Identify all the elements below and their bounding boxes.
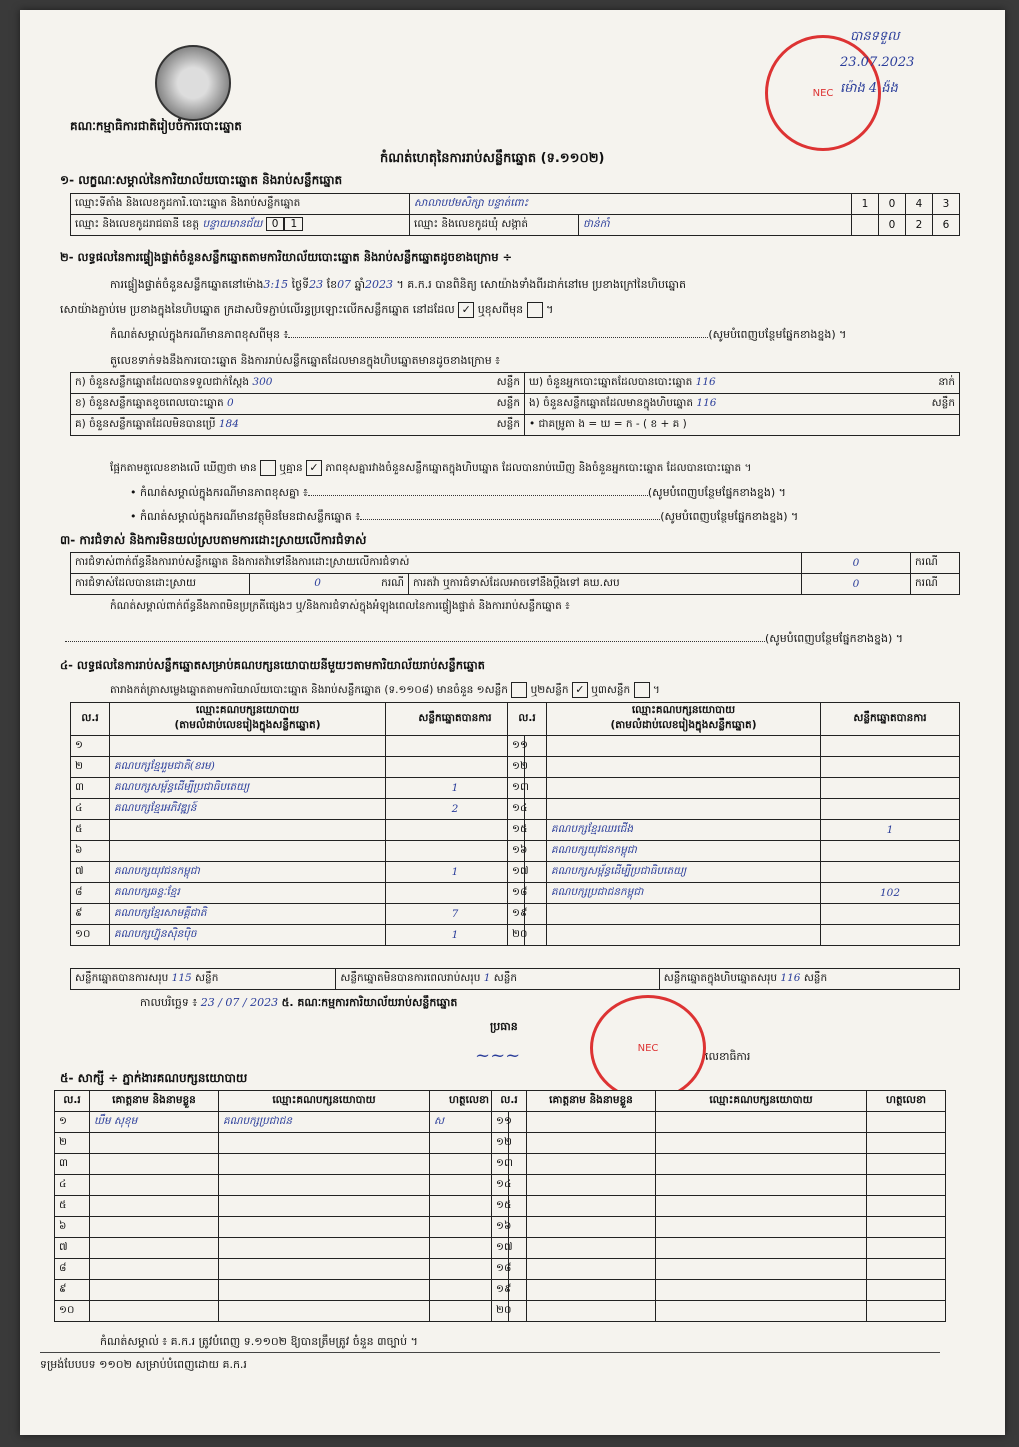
cell-no: ២ [71, 757, 110, 778]
total-valid: សន្លឹកឆ្នោតបានការសរុប 115 សន្លឹក [71, 969, 336, 990]
cell-no: ១៩ [492, 1280, 527, 1301]
section4-title: ៤- លទ្ធផលនៃការរាប់សន្លឹកឆ្នោតសម្រាប់គណបក្សនយោបាយនីមួយៗតាមការិយាល័យរាប់សន្លឹកឆ្នោត [60, 658, 485, 672]
table-row [55, 1217, 509, 1238]
table-row [508, 862, 960, 883]
cell-votes [821, 778, 960, 799]
has-difference-checkbox[interactable] [260, 460, 276, 476]
one-sheet-checkbox[interactable] [511, 682, 527, 698]
party-results-left-table [70, 702, 525, 946]
appeal-value: 0 [802, 574, 911, 595]
col-sign: ហត្ថលេខា [867, 1091, 946, 1112]
section2-bullet1: • កំណត់សម្គាល់ក្នុងករណីមានភាពខុសគ្នា ៖ (សូមបំពេញបន្ថែមផ្នែកខាងខ្នង) ។ [130, 486, 786, 499]
cell-no: ១៨ [492, 1259, 527, 1280]
cell-no: ៨ [55, 1259, 90, 1280]
cell-party [219, 1238, 430, 1259]
cell-party [547, 925, 821, 946]
place-value: សាលាបឋមសិក្សា បន្ទាត់ពោះ [410, 194, 852, 215]
section2-title: ២- លទ្ធផលនៃការផ្ទៀងផ្ទាត់ចំនួនសន្លឹកឆ្នោតតាមការិយាល័យបោះឆ្នោត និងរាប់សន្លឹកឆ្នោតដូចខាងក្រោម ÷ [60, 250, 513, 264]
cell-votes [386, 757, 525, 778]
table-row [71, 736, 525, 757]
col-no: ល.រ [508, 703, 547, 736]
table-row [71, 778, 525, 799]
col-votes: សន្លឹកឆ្នោតបានការ [386, 703, 525, 736]
cell-no: ២០ [508, 925, 547, 946]
cell-name [527, 1133, 656, 1154]
cell-party [110, 736, 386, 757]
received-note: បានទទួល [850, 29, 900, 44]
table-row [71, 883, 525, 904]
cell-votes [386, 820, 525, 841]
place-code-4: 3 [933, 194, 960, 215]
cell-no: ១២ [508, 757, 547, 778]
cell-votes: 102 [821, 883, 960, 904]
cell-votes [386, 841, 525, 862]
table-row [71, 799, 525, 820]
cell-party: គណបក្សសម្ព័ន្ធដើម្បីប្រជាធិបតេយ្យ [110, 778, 386, 799]
cell-party [219, 1280, 430, 1301]
province-label: ឈ្មោះ និងលេខកូដរាជធានី ខេត្ត បន្ទាយមានជ័យ 0 1 [71, 215, 410, 236]
secretary-label: លេខាធិការ [705, 1050, 751, 1063]
table-row [508, 778, 960, 799]
cell-party [219, 1259, 430, 1280]
cell-party: គណបក្សខ្មែរឈរជើង [547, 820, 821, 841]
commune-code-3: 6 [933, 215, 960, 236]
cell-name [90, 1301, 219, 1322]
cell-no: ១០ [71, 925, 110, 946]
table-row [71, 841, 525, 862]
cell-party: គណបក្សខ្មែរអភិវឌ្ឍន៍ [110, 799, 386, 820]
cell-no: ៥ [55, 1196, 90, 1217]
cell-sign [867, 1175, 946, 1196]
totals-row [70, 968, 960, 990]
cell-no: ១០ [55, 1301, 90, 1322]
table-row [508, 904, 960, 925]
cell-party: គណបក្សប្រជាជនកម្ពុជា [547, 883, 821, 904]
cell-votes [386, 883, 525, 904]
no-difference-checkbox[interactable]: ✓ [306, 460, 322, 476]
cell-no: ១៦ [508, 841, 547, 862]
cell-no: ១៤ [492, 1175, 527, 1196]
cell-party: គណបក្សហ្វ៊ុនស៊ិនប៉ិច [110, 925, 386, 946]
table-row [55, 1175, 509, 1196]
table-row [492, 1238, 946, 1259]
table-row [508, 736, 960, 757]
cell-no: ៩ [55, 1280, 90, 1301]
cell-votes: 2 [386, 799, 525, 820]
cell-sign: ស [430, 1112, 509, 1133]
resolved-label: ការជំទាស់ដែលបានដោះស្រាយ [71, 574, 250, 595]
cell-votes: 1 [386, 862, 525, 883]
col-party: ឈ្មោះគណបក្សនយោបាយ (តាមលំដាប់លេខរៀងក្នុងសន្លឹកឆ្នោត) [547, 703, 821, 736]
cell-party [656, 1259, 867, 1280]
section2-list-intro: តួលេខទាក់ទងនឹងការបោះឆ្នោត និងការរាប់សន្លឹកឆ្នោតដែលមានក្នុងហិបឆ្នោតមានដូចខាងក្រោម ៖ [110, 354, 501, 367]
cell-votes [821, 757, 960, 778]
cell-sign [867, 1259, 946, 1280]
table-row [55, 1301, 509, 1322]
table-row [55, 1112, 509, 1133]
objection-unit: ករណី [911, 553, 960, 574]
table-row [55, 1280, 509, 1301]
commune-value: ថាន់កាំ [579, 215, 852, 236]
commune-code-1: 0 [879, 215, 906, 236]
section2-compare: ផ្អែកតាមតួលេខខាងលើ ឃើញថា មាន ឬគ្មាន ✓ ភាពខុសគ្នារវាងចំនួនសន្លឹកឆ្នោតក្នុងហិបឆ្នោត ដែលបានរាប់ឃើញ និងចំនួនអ្នកបោះឆ្នោត ដែលបានបោះឆ្នោត ។ [110, 461, 752, 474]
cell-sign [867, 1154, 946, 1175]
table-row [55, 1196, 509, 1217]
col-name: គោត្តនាម និងនាមខ្លួន [90, 1091, 219, 1112]
place-label: ឈ្មោះទីតាំង និងលេខកូដការិ.បោះឆ្នោត និងរាប់សន្លឹកឆ្នោត [71, 194, 410, 215]
commune-code-2: 2 [906, 215, 933, 236]
chief-signature: ~~~ [475, 1045, 521, 1066]
table-row [508, 757, 960, 778]
cell-name [90, 1238, 219, 1259]
cell-votes [821, 904, 960, 925]
table-row [492, 1280, 946, 1301]
cell-name [90, 1280, 219, 1301]
count-a: ក) ចំនួនសន្លឹកឆ្នោតដែលបានទទួលជាក់ស្តែង 300 សន្លឹក [71, 373, 525, 394]
cell-no: ៣ [71, 778, 110, 799]
cell-votes [821, 841, 960, 862]
received-date: 23.07.2023 [840, 55, 915, 70]
table-row [55, 1259, 509, 1280]
cell-no: ១៣ [508, 778, 547, 799]
cell-party [547, 736, 821, 757]
table-row [55, 1154, 509, 1175]
cell-no: ១១ [492, 1112, 527, 1133]
cell-party [547, 799, 821, 820]
cell-votes: 1 [386, 778, 525, 799]
cell-name [527, 1196, 656, 1217]
count-c: គ) ចំនួនសន្លឹកឆ្នោតដែលមិនបានប្រើ 184 សន្លឹក [71, 415, 525, 436]
cell-name: ឃឹម សុខុម [90, 1112, 219, 1133]
cell-no: ១ [71, 736, 110, 757]
witness-left-table [54, 1090, 509, 1322]
cell-name [527, 1154, 656, 1175]
objection-value: 0 [802, 553, 911, 574]
cell-party [656, 1112, 867, 1133]
different-checkbox[interactable] [527, 302, 543, 318]
table-row [492, 1259, 946, 1280]
cell-no: ២ [55, 1133, 90, 1154]
form-id: ទម្រង់បែបបទ ១១០២ សម្រាប់បំពេញដោយ គ.ក.រ [40, 1358, 247, 1371]
col-party: ឈ្មោះគណបក្សនយោបាយ (តាមលំដាប់លេខរៀងក្នុងសន្លឹកឆ្នោត) [110, 703, 386, 736]
commission-stamp: NEC [590, 995, 706, 1101]
table-row [492, 1175, 946, 1196]
table-row [492, 1154, 946, 1175]
cell-no: ១៥ [508, 820, 547, 841]
cell-sign [867, 1217, 946, 1238]
three-sheets-checkbox[interactable] [634, 682, 650, 698]
cell-no: ១ [55, 1112, 90, 1133]
cell-party [656, 1196, 867, 1217]
cell-no: ១៨ [508, 883, 547, 904]
table-row [55, 1133, 509, 1154]
section3-note: កំណត់សម្គាល់ពាក់ព័ន្ធនឹងភាពមិនប្រក្រតីផ្សេងៗ ឬ/និងការជំទាស់ក្នុងអំឡុងពេលនៃការផ្ទៀងផ្ទាត់ និងការរាប់សន្លឹកឆ្នោត ៖ [110, 600, 570, 612]
cell-votes: 1 [386, 925, 525, 946]
cell-name [90, 1217, 219, 1238]
count-b: ខ) ចំនួនសន្លឹកឆ្នោតខូចពេលបោះឆ្នោត 0 សន្លឹក [71, 394, 525, 415]
cell-no: ១៣ [492, 1154, 527, 1175]
witness-right-table [491, 1090, 946, 1322]
cell-party [219, 1196, 430, 1217]
section2-bullet2: • កំណត់សម្គាល់ក្នុងករណីមានវត្ថុមិនមែនជាសន្លឹកឆ្នោត ៖ (សូមបំពេញបន្ថែមផ្នែកខាងខ្នង) ។ [130, 510, 799, 523]
two-sheets-checkbox[interactable]: ✓ [572, 682, 588, 698]
cell-party [219, 1301, 430, 1322]
cell-party [656, 1154, 867, 1175]
table-row [492, 1301, 946, 1322]
cell-party [656, 1133, 867, 1154]
count-formula: • ជាគម្រូតា ង = ឃ = ក - ( ខ + គ ) [525, 415, 960, 436]
col-sign: ហត្ថលេខា [430, 1091, 509, 1112]
cell-votes [386, 736, 525, 757]
section3-title: ៣- ការជំទាស់ និងការមិនយល់ស្របតាមការដោះស្រាយលើការជំទាស់ [60, 533, 367, 547]
cell-no: ៩ [71, 904, 110, 925]
place-code-2: 0 [879, 194, 906, 215]
table-row [71, 862, 525, 883]
cell-name [527, 1259, 656, 1280]
commune-label: ឈ្មោះ និងលេខកូដឃុំ សង្កាត់ [410, 215, 579, 236]
cell-no: ១៧ [492, 1238, 527, 1259]
table-row [71, 757, 525, 778]
cell-party [219, 1154, 430, 1175]
cell-party [656, 1217, 867, 1238]
col-no: ល.រ [55, 1091, 90, 1112]
cell-party [656, 1175, 867, 1196]
section2-line1: ការផ្ទៀងផ្ទាត់ចំនួនសន្លឹកឆ្នោតនៅម៉ោង3:15 ថ្ងៃទី23 ខែ07 ឆ្នាំ2023 ។ គ.ក.រ បានពិនិត្យ សោយ៉ាងទាំងពីរដាក់នៅមេ ប្រខាងក្រៅនៃហិបឆ្នោត [110, 278, 686, 291]
cell-party: គណបក្សខ្មែរសាមគ្គីជាតិ [110, 904, 386, 925]
section2-counts-table [70, 372, 960, 436]
party-results-right-table [507, 702, 960, 946]
cell-party: គណបក្សឆន្ទៈខ្មែរ [110, 883, 386, 904]
section3-note-line: (សូមបំពេញបន្ថែមផ្នែកខាងខ្នង) ។ [65, 632, 903, 648]
cell-party [110, 820, 386, 841]
cell-party [547, 904, 821, 925]
table-row [508, 841, 960, 862]
cell-no: ៨ [71, 883, 110, 904]
table-row [71, 820, 525, 841]
table-row [508, 799, 960, 820]
divider [40, 1352, 940, 1353]
place-code-1: 1 [852, 194, 879, 215]
cell-no: ២០ [492, 1301, 527, 1322]
cell-no: ៤ [71, 799, 110, 820]
cell-name [90, 1154, 219, 1175]
section2-line2: សោយ៉ាងភ្ជាប់មេ ប្រខាងក្នុងនៃហិបឆ្នោត ក្រដាសបិទភ្ជាប់លើរន្ធប្រឡោះលើកសន្លឹកឆ្នោត នៅដដែល ✓ ឬខុសពីមុន ។ [60, 303, 554, 316]
col-party: ឈ្មោះគណបក្សនយោបាយ [219, 1091, 430, 1112]
section3-table [70, 552, 960, 595]
cell-party: គណបក្សយុវជនកម្ពុជា [110, 862, 386, 883]
section2-note: កំណត់សម្គាល់ក្នុងករណីមានភាពខុសពីមុន ៖ (សូមបំពេញបន្ថែមផ្នែកខាងខ្នង) ។ [110, 328, 847, 341]
official-stamp: NEC [765, 35, 881, 151]
cell-no: ៥ [71, 820, 110, 841]
cell-votes [821, 736, 960, 757]
cell-sign [867, 1196, 946, 1217]
table-row [492, 1196, 946, 1217]
section1-title: ១- លក្ខណៈសម្គាល់នៃការិយាល័យបោះឆ្នោត និងរាប់សន្លឹកឆ្នោត [60, 173, 343, 187]
col-no: ល.រ [71, 703, 110, 736]
cell-party [219, 1133, 430, 1154]
cell-name [90, 1196, 219, 1217]
cell-name [527, 1112, 656, 1133]
cell-sign [867, 1301, 946, 1322]
section4-intro: តារាងកត់ត្រាសម្លេងឆ្នោតតាមការិយាល័យបោះឆ្នោត និងរាប់សន្លឹកឆ្នោត (ទ.១១០៨) មានចំនួន ១សន្លឹក ឬ២សន្លឹក ✓ ឬ៣សន្លឹក ។ [110, 683, 660, 696]
cell-no: ១១ [508, 736, 547, 757]
cell-no: ៦ [55, 1217, 90, 1238]
place-code-3: 4 [906, 194, 933, 215]
form-title: កំណត់ហេតុនៃការរាប់សន្លឹកឆ្នោត (ទ.១១០២) [380, 151, 605, 166]
table-row [55, 1238, 509, 1259]
cell-party: គណបក្សខ្មែររួមជាតិ(ខរម) [110, 757, 386, 778]
cell-no: ១៧ [508, 862, 547, 883]
cell-party [656, 1301, 867, 1322]
footnote: កំណត់សម្គាល់ ៖ គ.ក.រ ត្រូវបំពេញ ទ.១១០២ ឱ្យបានត្រឹមត្រូវ ចំនួន ៣ច្បាប់ ។ [100, 1335, 418, 1348]
received-time: ម៉ោង 4 ង៉ង [840, 81, 898, 96]
cell-name [527, 1301, 656, 1322]
count-d: ឃ) ចំនួនអ្នកបោះឆ្នោតដែលបានបោះឆ្នោត 116 នាក់ [525, 373, 960, 394]
cell-party [110, 841, 386, 862]
cell-no: ១៩ [508, 904, 547, 925]
emblem-logo [155, 45, 231, 121]
cell-sign [867, 1280, 946, 1301]
cell-no: ៤ [55, 1175, 90, 1196]
cell-votes: 1 [821, 820, 960, 841]
count-e: ង) ចំនួនសន្លឹកឆ្នោតដែលមានក្នុងហិបឆ្នោត 116 សន្លឹក [525, 394, 960, 415]
total-box: សន្លឹកឆ្នោតក្នុងហិបឆ្នោតសរុប 116 សន្លឹក [659, 969, 959, 990]
cell-no: ៣ [55, 1154, 90, 1175]
col-votes: សន្លឹកឆ្នោតបានការ [821, 703, 960, 736]
cell-party [219, 1217, 430, 1238]
appeal-unit: ករណី [911, 574, 960, 595]
cell-name [527, 1175, 656, 1196]
committee-name: គណៈកម្មាធិការជាតិរៀបចំការបោះឆ្នោត [70, 119, 242, 133]
cell-no: ១៦ [492, 1217, 527, 1238]
cell-no: ១២ [492, 1133, 527, 1154]
table-row [508, 883, 960, 904]
chief-label: ប្រធាន [490, 1020, 518, 1033]
table-row [508, 925, 960, 946]
cell-no: ១៤ [508, 799, 547, 820]
section5-title: ៥- សាក្សី ÷ ភ្នាក់ងារគណបក្សនយោបាយ [60, 1071, 248, 1085]
same-checkbox[interactable]: ✓ [458, 302, 474, 318]
total-invalid: សន្លឹកឆ្នោតមិនបានការពេលរាប់សរុប 1 សន្លឹក [336, 969, 659, 990]
cell-party [656, 1238, 867, 1259]
section1-table [70, 193, 960, 236]
table-row [492, 1112, 946, 1133]
cell-no: ៦ [71, 841, 110, 862]
cell-party [547, 778, 821, 799]
cell-no: ៧ [55, 1238, 90, 1259]
cell-party: គណបក្សយុវជនកម្ពុជា [547, 841, 821, 862]
cell-votes [821, 862, 960, 883]
cell-no: ១៥ [492, 1196, 527, 1217]
cell-votes [821, 925, 960, 946]
resolved-value: 0 ករណី [250, 574, 409, 595]
table-row [71, 925, 525, 946]
cell-name [527, 1238, 656, 1259]
cell-sign [867, 1133, 946, 1154]
cell-sign [867, 1238, 946, 1259]
cell-name [527, 1280, 656, 1301]
appeal-label: ការតវ៉ា ឬការជំទាស់ដែលអាចទៅនឹងប្តឹងទៅ គឃ.សប [409, 574, 802, 595]
cell-party [547, 757, 821, 778]
cell-party [656, 1280, 867, 1301]
cell-no: ៧ [71, 862, 110, 883]
cell-sign [867, 1112, 946, 1133]
cell-party: គណបក្សសម្ព័ន្ធដើម្បីប្រជាធិបតេយ្យ [547, 862, 821, 883]
col-no: ល.រ [492, 1091, 527, 1112]
table-row [492, 1217, 946, 1238]
table-row [492, 1133, 946, 1154]
date-line: កាលបរិច្ឆេទ ៖ 23 / 07 / 2023 ៥. គណៈកម្មការការិយាល័យរាប់សន្លឹកឆ្នោត [140, 996, 458, 1009]
cell-party: គណបក្សប្រជាជន [219, 1112, 430, 1133]
table-row [508, 820, 960, 841]
col-name: គោត្តនាម និងនាមខ្លួន [527, 1091, 656, 1112]
cell-name [90, 1133, 219, 1154]
cell-party [219, 1175, 430, 1196]
cell-name [90, 1259, 219, 1280]
col-party: ឈ្មោះគណបក្សនយោបាយ [656, 1091, 867, 1112]
objection-label: ការជំទាស់ពាក់ព័ន្ធនឹងការរាប់សន្លឹកឆ្នោត និងការតវ៉ាទៅនឹងការដោះស្រាយលើការជំទាស់ [71, 553, 802, 574]
table-row [71, 904, 525, 925]
cell-name [90, 1175, 219, 1196]
cell-name [527, 1217, 656, 1238]
cell-votes: 7 [386, 904, 525, 925]
document-page [20, 10, 1005, 1435]
cell-votes [821, 799, 960, 820]
